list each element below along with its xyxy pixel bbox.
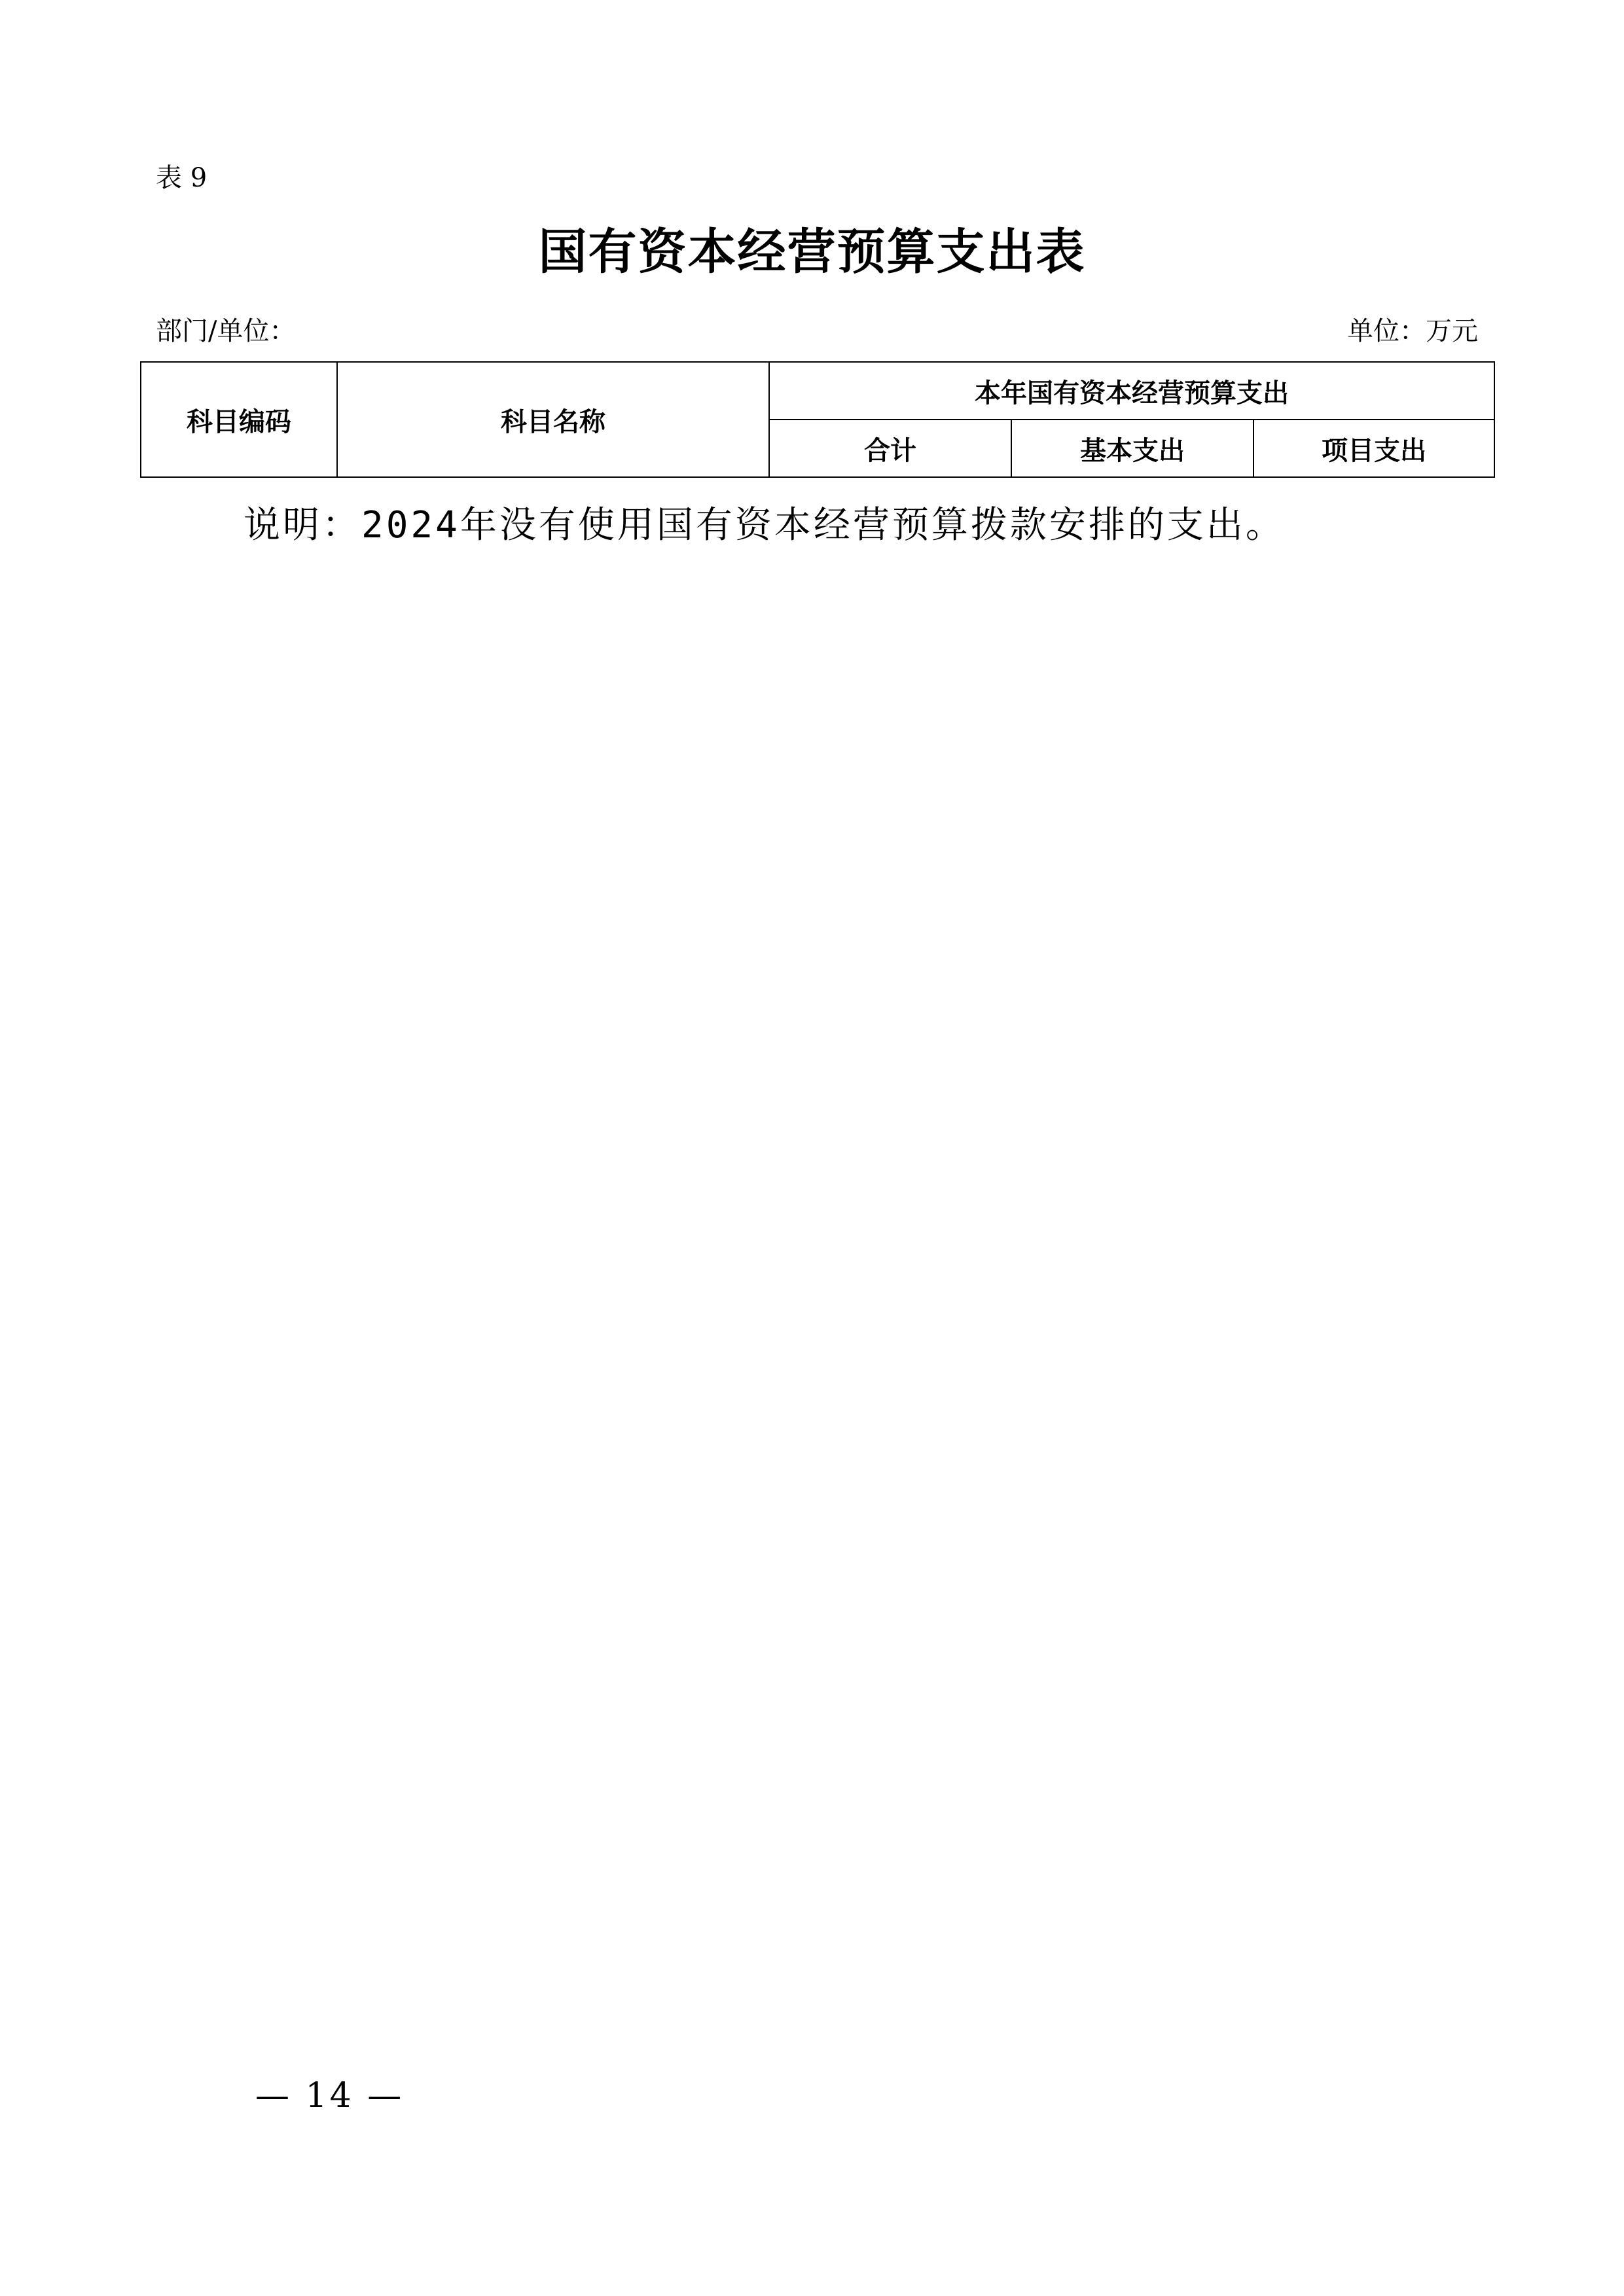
column-header-name: 科目名称 xyxy=(337,362,769,477)
page-number: — 14 — xyxy=(255,2076,405,2115)
column-header-code: 科目编码 xyxy=(141,362,337,477)
table-header-row xyxy=(141,362,1494,420)
column-header-total: 合计 xyxy=(769,420,1011,477)
column-header-project: 项目支出 xyxy=(1254,420,1494,477)
budget-table xyxy=(140,361,1495,478)
explanation-note: 说明：2024年没有使用国有资本经营预算拨款安排的支出。 xyxy=(244,504,1285,547)
page-title: 国有资本经营预算支出表 xyxy=(538,224,1086,280)
table-label: 表 9 xyxy=(156,163,208,193)
column-group-header: 本年国有资本经营预算支出 xyxy=(769,362,1494,420)
column-header-basic: 基本支出 xyxy=(1011,420,1254,477)
department-label: 部门/单位： xyxy=(156,316,296,346)
meta-row xyxy=(156,312,1478,351)
unit-label: 单位：万元 xyxy=(1347,316,1478,346)
